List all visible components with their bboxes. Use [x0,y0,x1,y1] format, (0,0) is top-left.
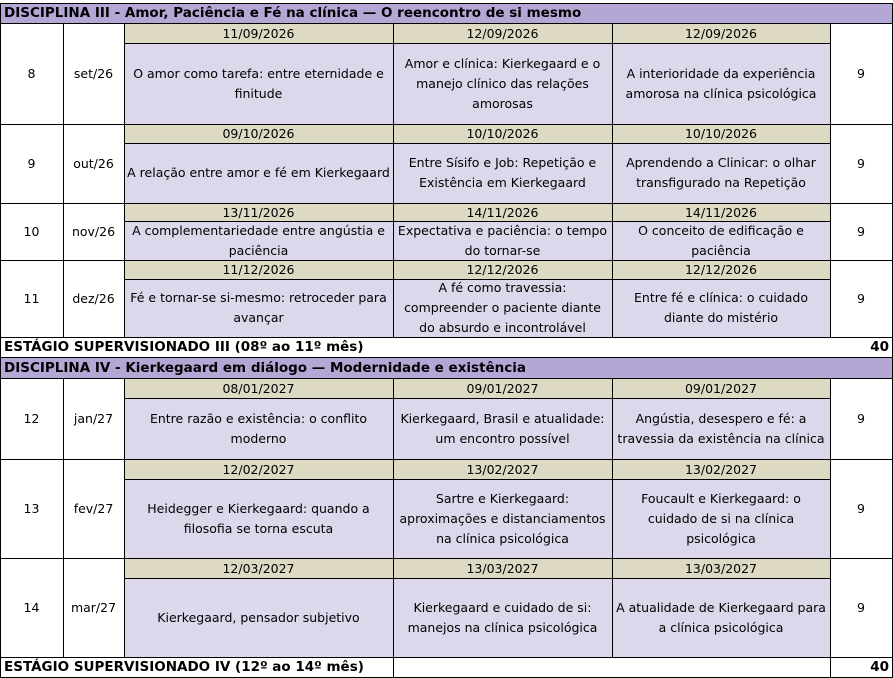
grid-line [393,459,394,559]
session-date-text: 12/03/2027 [222,560,295,576]
session-date [393,459,612,479]
grid-line [0,260,1,338]
session-topic-text: Entre razão e existência: o conflito moderno [149,410,368,446]
session-date [124,558,393,578]
month-label [63,124,124,203]
session-date-text: 12/12/2026 [466,262,539,277]
grid-line [124,378,831,379]
session-topic-text: Heidegger e Kierkegaard: quando a filosofia se torna escuta [147,500,370,536]
month-hours-text: 9 [857,224,865,239]
session-topic [612,43,830,124]
grid-line [124,23,831,24]
grid-line [124,398,831,399]
session-topic [612,398,830,459]
month-hours [830,459,892,558]
section-header [0,357,893,378]
month-hours [830,124,892,203]
month-number-text: 11 [23,291,40,306]
session-topic [612,221,830,260]
month-number-text: 8 [27,66,36,81]
session-topic-text: Kierkegaard e cuidado de si: manejos na clínica psicológica [407,599,598,635]
month-label-text: set/26 [73,66,114,81]
session-topic-text: A relação entre amor e fé em Kierkegaard [127,165,390,180]
month-number-text: 13 [23,501,40,516]
grid-line [830,124,831,204]
session-topic [393,279,612,337]
session-date-text: 14/11/2026 [466,204,539,220]
session-topic [124,398,393,459]
month-number [0,558,63,657]
grid-line [612,459,613,559]
internship-summary-hours-text: 40 [870,659,889,675]
grid-line [124,578,831,579]
session-date [393,23,612,43]
session-topic-text: Fé e tornar-se si-mesmo: retroceder para avançar [130,290,387,325]
session-topic [124,43,393,124]
grid-line [0,3,893,4]
grid-line [124,260,125,338]
grid-line [63,459,64,559]
month-number [0,203,63,260]
grid-line [124,203,125,261]
grid-line [393,124,394,204]
session-date-text: 13/02/2027 [684,461,758,477]
session-date [393,260,612,279]
month-number [0,260,63,337]
month-label [63,459,124,558]
session-date-text: 12/09/2026 [684,25,758,41]
session-topic [612,479,830,558]
month-label [63,203,124,260]
grid-line [63,558,64,658]
month-number [0,378,63,459]
grid-line [0,558,1,658]
session-date [124,124,393,143]
month-label-text: out/26 [73,156,114,171]
session-date [393,378,612,398]
session-topic-text: Entre Sísifo e Job: Repetição e Existência em Kierkegaard [408,155,597,190]
month-hours-text: 9 [857,66,865,81]
grid-line [393,203,394,261]
month-number-text: 12 [23,411,40,426]
section-header [0,3,893,23]
grid-line [393,260,394,338]
grid-line [124,459,831,460]
month-label [63,558,124,657]
month-number [0,124,63,203]
session-topic-text: Entre fé e clínica: o cuidado diante do mistério [634,290,808,325]
month-hours [830,23,892,124]
grid-line [0,657,893,658]
session-date [124,378,393,398]
session-date-text: 09/01/2027 [466,380,539,396]
grid-line [124,221,831,222]
internship-summary-text: ESTÁGIO SUPERVISIONADO III (08º ao 11º mês) [4,339,364,355]
month-hours-text: 9 [857,600,865,615]
grid-line [0,378,1,460]
month-hours [830,260,892,337]
session-topic-text: A complementariedade entre angústia e paciência [132,222,385,258]
session-date-text: 09/10/2026 [222,126,295,141]
grid-line [612,23,613,125]
month-number-text: 9 [27,156,36,171]
grid-line [63,23,64,125]
month-label-text: jan/27 [73,411,114,426]
section-title: DISCIPLINA IV - Kierkegaard em diálogo — Modernidade e existência [4,359,527,376]
month-hours [830,378,892,459]
grid-line [612,558,613,658]
session-topic [124,221,393,260]
session-topic-text: A interioridade da experiência amorosa na clínica psicológica [625,65,817,101]
grid-line [0,124,1,204]
month-number-text: 14 [23,600,40,615]
session-date [612,260,830,279]
session-topic-text: Expectativa e paciência: o tempo do tornar-se [397,222,608,258]
month-label-text: dez/26 [72,291,115,306]
session-topic [124,578,393,657]
grid-line [124,479,831,480]
session-date [612,23,830,43]
session-date-text: 12/02/2027 [222,461,295,477]
grid-line [124,459,125,559]
grid-line [63,378,64,460]
session-date [124,203,393,221]
grid-line [612,124,613,204]
month-hours-text: 9 [857,291,865,306]
month-label-text: nov/26 [71,224,116,239]
grid-line [0,23,1,125]
session-date-text: 11/09/2026 [222,25,295,41]
session-date-text: 09/01/2027 [684,380,758,396]
grid-line [124,124,831,125]
grid-line [612,203,613,261]
month-label [63,378,124,459]
grid-line [830,378,831,460]
month-label-text: mar/27 [70,600,117,615]
month-label [63,23,124,124]
session-date-text: 08/01/2027 [222,380,295,396]
grid-line [0,337,893,338]
session-topic [124,143,393,203]
session-date [612,203,830,221]
grid-line [393,657,394,678]
session-topic-text: Sartre e Kierkegaard: aproximações e distanciamentos na clínica psicológica [399,490,606,546]
grid-line [393,23,394,125]
session-topic [612,578,830,657]
grid-line [830,558,831,658]
session-topic [393,43,612,124]
grid-line [124,203,831,204]
grid-line [830,260,831,338]
grid-line [393,558,394,658]
session-topic [612,143,830,203]
session-date [393,124,612,143]
session-topic-text: Foucault e Kierkegaard: o cuidado de si na clínica psicológica [641,490,801,546]
month-number [0,23,63,124]
grid-line [612,260,613,338]
month-hours [830,203,892,260]
session-date-text: 11/12/2026 [222,262,295,277]
internship-summary-text: ESTÁGIO SUPERVISIONADO IV (12º ao 14º mês) [4,659,364,675]
session-date [612,124,830,143]
month-hours-text: 9 [857,501,865,516]
session-date-text: 12/12/2026 [684,262,758,277]
grid-line [393,378,394,460]
session-date [124,260,393,279]
grid-line [830,657,831,678]
session-date [124,23,393,43]
session-date-text: 10/10/2026 [466,126,539,141]
session-date-text: 12/09/2026 [466,25,539,41]
grid-line [0,657,1,678]
session-topic-text: Angústia, desespero e fé: a travessia da existência na clínica [617,410,825,446]
grid-line [830,203,831,261]
grid-line [124,124,125,204]
month-label-text: fev/27 [73,501,114,516]
session-topic-text: A fé como travessia: compreender o paciente diante do absurdo e incontrolável [404,280,601,335]
session-topic-text: O amor como tarefa: entre eternidade e finitude [133,65,384,101]
grid-line [0,459,1,559]
session-date-text: 10/10/2026 [684,126,758,141]
month-hours-text: 9 [857,411,865,426]
grid-line [63,260,64,338]
session-topic-text: Aprendendo a Clinicar: o olhar transfigurado na Repetição [626,155,816,190]
month-number [0,459,63,558]
session-topic [124,279,393,337]
grid-line [63,124,64,204]
grid-line [124,260,831,261]
internship-summary-hours-text: 40 [870,339,889,355]
session-date [393,558,612,578]
month-number-text: 10 [23,224,40,239]
session-date [612,378,830,398]
grid-line [124,558,125,658]
session-topic [393,578,612,657]
internship-summary-hours [830,337,892,357]
grid-line [0,3,1,24]
grid-line [0,357,1,379]
session-date [393,203,612,221]
summary-blank-cell [393,657,830,677]
session-topic [124,479,393,558]
session-date [124,459,393,479]
grid-line [612,378,613,460]
session-topic-text: Kierkegaard, pensador subjetivo [157,609,360,625]
grid-line [830,459,831,559]
month-label [63,260,124,337]
session-date-text: 13/03/2027 [684,560,758,576]
internship-summary-label [0,337,830,357]
internship-summary-label [0,657,393,677]
session-date-text: 13/11/2026 [222,204,295,220]
grid-line [63,203,64,261]
grid-line [124,23,125,125]
session-topic [612,279,830,337]
session-date-text: 13/03/2027 [466,560,539,576]
grid-line [0,337,1,358]
session-topic-text: A atualidade de Kierkegaard para a clínica psicológica [616,599,826,635]
session-date [612,558,830,578]
session-topic [393,221,612,260]
grid-line [124,279,831,280]
section-title: DISCIPLINA III - Amor, Paciência e Fé na clínica — O reencontro de si mesmo [4,5,582,21]
month-hours [830,558,892,657]
grid-line [124,143,831,144]
grid-line [830,23,831,125]
month-hours-text: 9 [857,156,865,171]
session-topic-text: Kierkegaard, Brasil e atualidade: um encontro possível [400,410,605,446]
session-topic [393,398,612,459]
session-topic [393,479,612,558]
grid-line [0,357,893,358]
session-date-text: 13/02/2027 [466,461,539,477]
session-date [612,459,830,479]
grid-line [0,203,1,261]
session-date-text: 14/11/2026 [684,204,758,220]
internship-summary-hours [830,657,892,677]
session-topic [393,143,612,203]
grid-line [124,43,831,44]
grid-line [124,558,831,559]
session-topic-text: O conceito de edificação e paciência [638,222,804,258]
grid-line [124,378,125,460]
session-topic-text: Amor e clínica: Kierkegaard e o manejo clínico das relações amorosas [404,55,601,111]
